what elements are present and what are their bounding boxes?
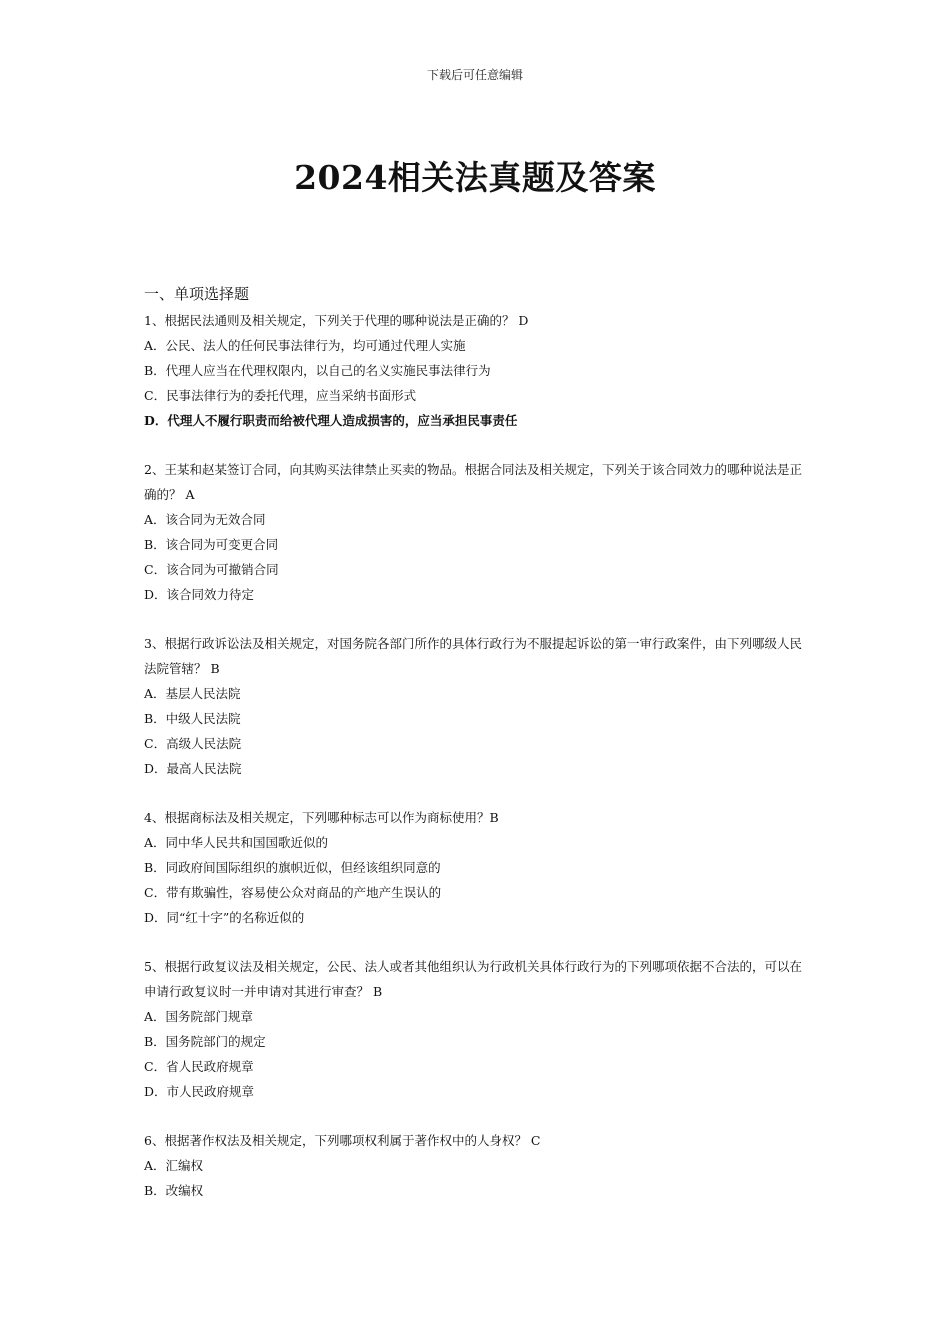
question-2 xyxy=(144,457,814,607)
option-b: B．改编权 xyxy=(144,1183,204,1198)
option-a: A．同中华人民共和国国歌近似的 xyxy=(144,835,329,850)
document-body xyxy=(144,284,814,1227)
question-5 xyxy=(144,954,814,1104)
option-d: D．该合同效力待定 xyxy=(144,587,255,602)
option-a: A．国务院部门规章 xyxy=(144,1009,254,1024)
option-b: B．代理人应当在代理权限内，以自己的名义实施民事法律行为 xyxy=(144,363,491,378)
document-title: 2024相关法真题及答案 xyxy=(294,158,656,197)
option-d: D．最高人民法院 xyxy=(144,761,242,776)
option-c: C．高级人民法院 xyxy=(144,736,242,751)
question-text: 1、根据民法通则及相关规定，下列关于代理的哪种说法是正确的？ D xyxy=(144,313,529,328)
question-text: 2、王某和赵某签订合同，向其购买法律禁止买卖的物品。根据合同法及相关规定，下列关于该合同效力的哪种说法是正确的？ A xyxy=(144,462,802,502)
section-title: 一、单项选择题 xyxy=(144,285,250,303)
question-text: 3、根据行政诉讼法及相关规定，对国务院各部门所作的具体行政行为不服提起诉讼的第一审行政案件，由下列哪级人民法院管辖？ B xyxy=(144,636,802,676)
option-d: D．代理人不履行职责而给被代理人造成损害的，应当承担民事责任 xyxy=(144,413,518,428)
question-text: 5、根据行政复议法及相关规定，公民、法人或者其他组织认为行政机关具体行政行为的下列哪项依据不合法的，可以在申请行政复议时一并申请对其进行审查？ B xyxy=(144,959,802,999)
option-a: A．汇编权 xyxy=(144,1158,204,1173)
option-d: D．市人民政府规章 xyxy=(144,1084,255,1099)
option-a: A．该合同为无效合同 xyxy=(144,512,266,527)
option-c: C．带有欺骗性，容易使公众对商品的产地产生误认的 xyxy=(144,885,442,900)
option-b: B．同政府间国际组织的旗帜近似，但经该组织同意的 xyxy=(144,860,441,875)
option-b: B．国务院部门的规定 xyxy=(144,1034,266,1049)
question-4 xyxy=(144,805,814,930)
option-d: D．同“红十字”的名称近似的 xyxy=(144,910,305,925)
option-a: A．基层人民法院 xyxy=(144,686,241,701)
question-1 xyxy=(144,308,814,433)
question-text: 6、根据著作权法及相关规定，下列哪项权利属于著作权中的人身权？ C xyxy=(144,1133,541,1148)
question-text: 4、根据商标法及相关规定，下列哪种标志可以作为商标使用？B xyxy=(144,810,499,825)
page-header: 下载后可任意编辑 xyxy=(426,68,523,82)
option-c: C．该合同为可撤销合同 xyxy=(144,562,279,577)
option-c: C．民事法律行为的委托代理，应当采纳书面形式 xyxy=(144,388,417,403)
question-3 xyxy=(144,631,814,781)
option-b: B．该合同为可变更合同 xyxy=(144,537,279,552)
question-6 xyxy=(144,1128,814,1203)
option-b: B．中级人民法院 xyxy=(144,711,241,726)
option-a: A．公民、法人的任何民事法律行为，均可通过代理人实施 xyxy=(144,338,466,353)
option-c: C．省人民政府规章 xyxy=(144,1059,254,1074)
